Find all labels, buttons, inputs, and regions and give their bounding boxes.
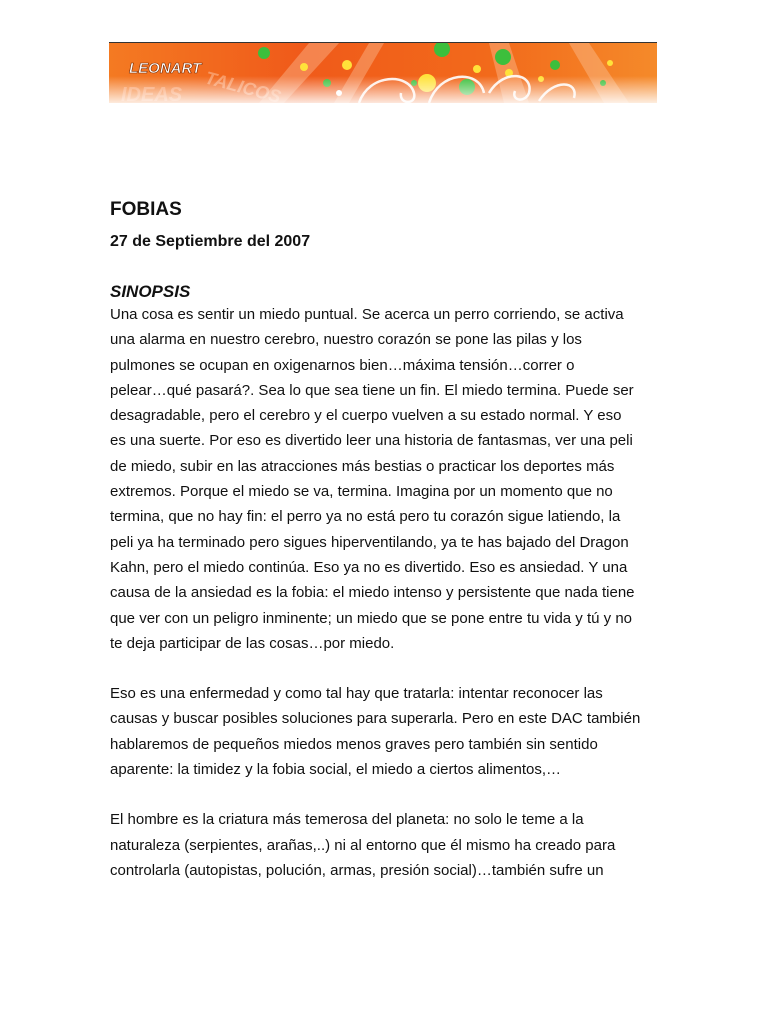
paragraph-line: termina, que no hay fin: el perro ya no está pero tu corazón sigue latiendo, la [110,508,621,526]
paragraph-line: de miedo, subir en las atracciones más bestias o practicar los deportes más [110,457,615,475]
paragraph-line: Una cosa es sentir un miedo puntual. Se acerca un perro corriendo, se activa [110,306,624,323]
paragraph-spacer [110,656,662,681]
paragraph-2 [110,681,662,782]
paragraph-line: hablaremos de pequeños miedos menos graves pero también sin sentido [110,735,598,753]
paragraph-line: aparente: la timidez y la fobia social, el miedo a ciertos alimentos,… [110,761,562,779]
paragraph-line: te deja participar de las cosas…por miedo. [110,634,395,652]
header-banner [109,42,657,103]
section-heading-sinopsis: SINOPSIS [110,282,191,301]
paragraph-line: causa de la ansiedad es la fobia: el miedo intenso y persistente que nada tiene [110,584,635,602]
paragraph-line: peli ya ha terminado pero sigues hiperventilando, ya te has bajado del Dragon [110,533,629,551]
paragraph-line: que ver con un peligro inminente; un miedo que se pone entre tu vida y tú y no [110,609,633,627]
paragraph-line: controlarla (autopistas, polución, armas, presión social)…también sufre un [110,861,604,879]
paragraph-line: pelear…qué pasará?. Sea lo que sea tiene un fin. El miedo termina. Puede ser [110,381,634,399]
document-body [110,198,662,883]
paragraph-line: Kahn, pero el miedo continúa. Eso ya no es divertido. Eso es ansiedad. Y una [110,558,628,576]
banner-graphic [109,43,657,103]
paragraph-line: extremos. Porque el miedo se va, termina. Imagina por un momento que no [110,483,613,501]
paragraph-1 [110,302,662,656]
paragraph-line: Eso es una enfermedad y como tal hay que tratarla: intentar reconocer las [110,685,603,703]
paragraph-line: es una suerte. Por eso es divertido leer una historia de fantasmas, ver una peli [110,432,633,450]
paragraph-line: causas y buscar posibles soluciones para superarla. Pero en este DAC también [110,710,641,728]
paragraph-line: pulmones se ocupan en oxigenarnos bien…máxima tensión…correr o [110,356,575,374]
document-title: FOBIAS [110,199,182,220]
paragraph-line: El hombre es la criatura más temerosa del planeta: no solo le teme a la [110,811,584,829]
paragraph-line: una alarma en nuestro cerebro, nuestro corazón se pone las pilas y los [110,331,582,349]
paragraph-spacer [110,782,662,807]
document-date: 27 de Septiembre del 2007 [110,233,311,250]
paragraph-line: naturaleza (serpientes, arañas,..) ni al entorno que él mismo ha creado para [110,836,616,854]
paragraph-line: desagradable, pero el cerebro y el cuerpo vuelven a su estado normal. Y eso [110,407,622,425]
paragraph-3 [110,807,662,883]
